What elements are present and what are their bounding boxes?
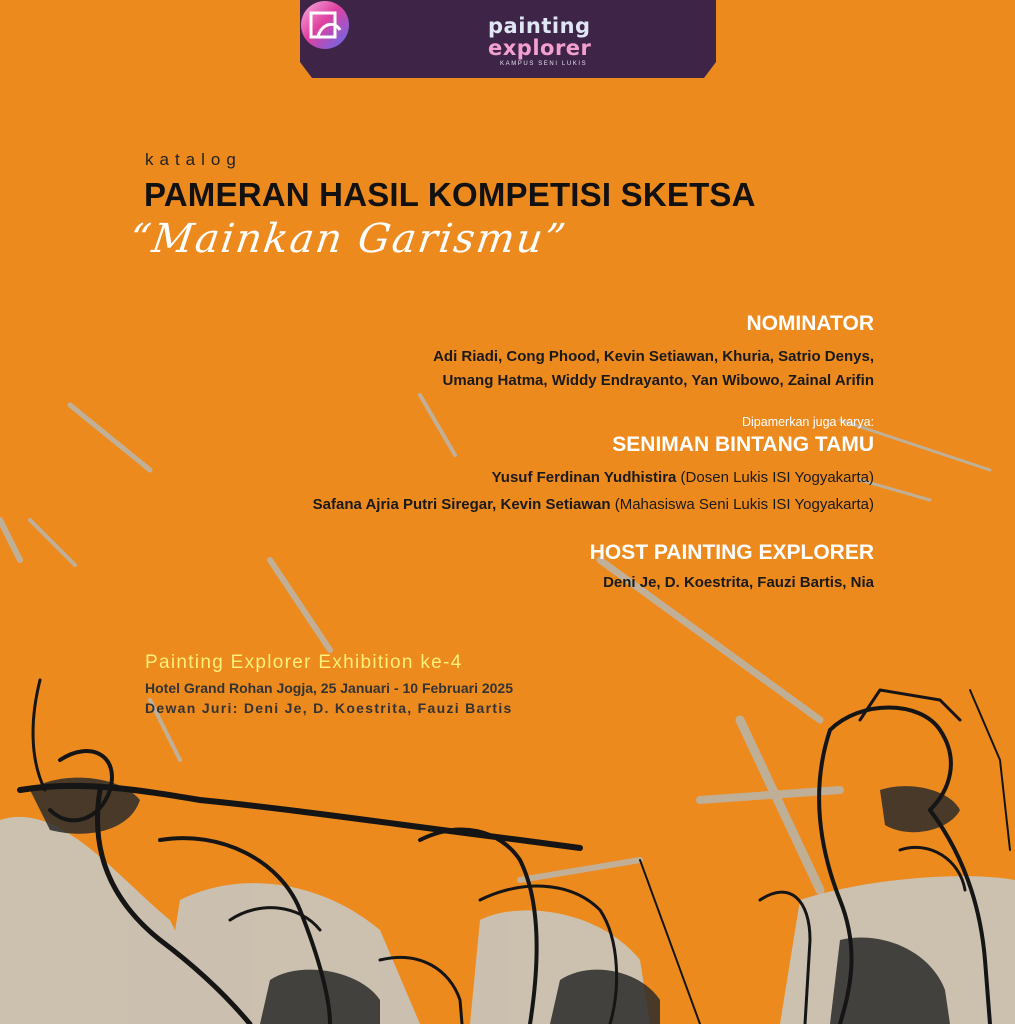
palette-logo-icon [300,0,350,50]
header-banner [300,0,716,78]
nominator-section [433,312,874,393]
guest-role: (Mahasiswa Seni Lukis ISI Yogyakarta) [610,496,874,513]
guest-role: (Dosen Lukis ISI Yogyakarta) [676,469,874,486]
guest-heading: SENIMAN BINTANG TAMU [612,433,874,456]
nominator-heading: NOMINATOR [746,312,874,335]
theme-subtitle: “Mainkan Garismu” [126,216,570,262]
guest-row [313,493,874,517]
catalog-kicker: katalog [145,150,242,169]
nominator-names-line2: Umang Hatma, Widdy Endrayanto, Yan Wibowo, Zainal Arifin [442,372,874,389]
hosts-heading: HOST PAINTING EXPLORER [589,541,874,564]
guest-row [313,466,874,490]
logo-tagline: KAMPUS SENI LUKIS [500,61,588,67]
hosts-section [590,541,874,595]
exhibition-jury: Dewan Juri: Deni Je, D. Koestrita, Fauzi Bartis [145,700,513,716]
guest-artists-section [313,415,874,517]
exhibition-venue-dates: Hotel Grand Rohan Jogja, 25 Januari - 10 Februari 2025 [145,680,514,696]
nominator-names-line1: Adi Riadi, Cong Phood, Kevin Setiawan, Khuria, Satrio Denys, [433,348,874,365]
hosts-names: Deni Je, D. Koestrita, Fauzi Bartis, Nia [603,574,874,591]
page-title: PAMERAN HASIL KOMPETISI SKETSA [144,176,756,213]
guest-names: Safana Ajria Putri Siregar, Kevin Setiawan [312,496,611,513]
guest-names: Yusuf Ferdinan Yudhistira [491,469,677,486]
logo-wordmark-top: painting [488,14,591,38]
logo-wordmark-bottom: explorer [488,36,592,60]
guest-intro: Dipamerkan juga karya: [741,415,874,429]
exhibition-name: Painting Explorer Exhibition ke-4 [145,652,463,673]
